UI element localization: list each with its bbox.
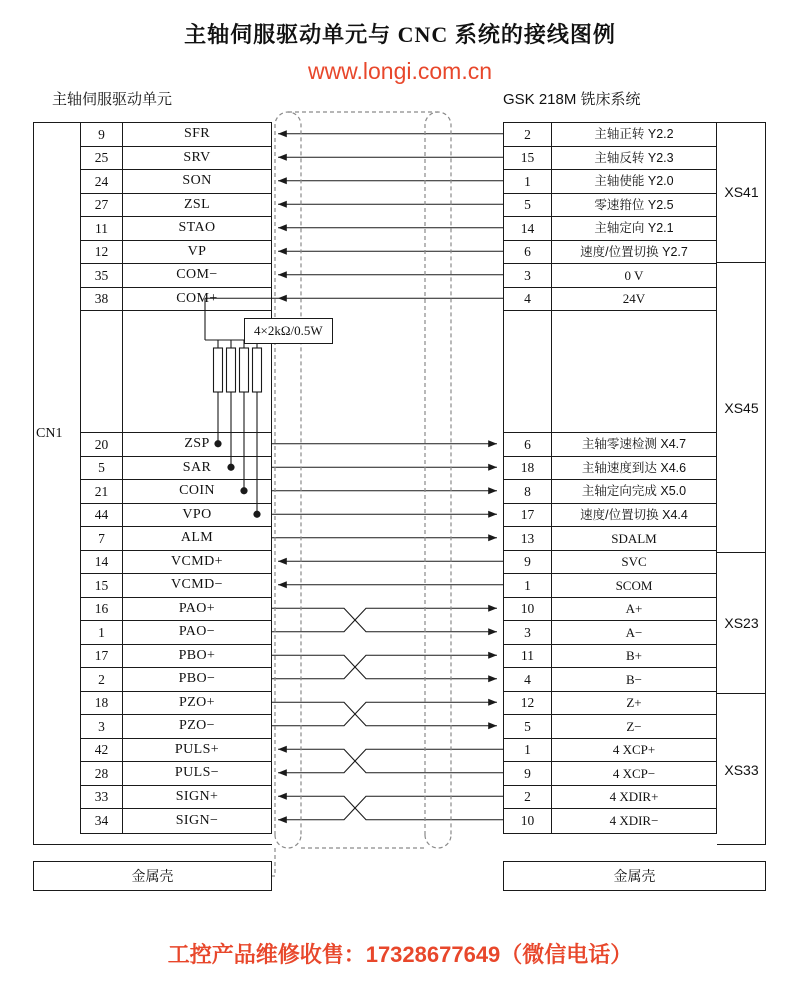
table-row bbox=[504, 809, 716, 833]
signal-name: PBO− bbox=[178, 671, 216, 687]
table-row bbox=[81, 433, 271, 457]
signal-name: 0 V bbox=[624, 267, 644, 283]
signal-name: PULS+ bbox=[174, 741, 220, 757]
signal-name: 主轴反转 Y2.3 bbox=[594, 150, 674, 165]
table-row bbox=[504, 264, 716, 288]
connector-group-xs33: XS33 bbox=[724, 761, 759, 778]
pin-number: 38 bbox=[81, 288, 123, 311]
pin-number: 2 bbox=[81, 668, 123, 691]
table-row bbox=[81, 715, 271, 739]
connector-group-xs45: XS45 bbox=[717, 263, 766, 553]
signal-name: 主轴使能 Y2.0 bbox=[594, 174, 674, 188]
pin-number bbox=[504, 311, 552, 432]
table-row bbox=[504, 288, 716, 312]
left-metal-shell: 金属壳 bbox=[33, 861, 272, 891]
table-spacer-row bbox=[504, 311, 716, 433]
table-row bbox=[81, 504, 271, 528]
table-row bbox=[81, 241, 271, 265]
pin-number: 6 bbox=[504, 433, 552, 456]
pin-number: 20 bbox=[81, 433, 123, 456]
signal-name: PULS− bbox=[174, 765, 220, 781]
table-row bbox=[504, 715, 716, 739]
pin-number: 33 bbox=[81, 786, 123, 809]
signal-name: SFR bbox=[183, 126, 211, 142]
pin-number: 5 bbox=[81, 457, 123, 480]
table-row bbox=[504, 762, 716, 786]
signal-name: COIN bbox=[179, 483, 215, 499]
pin-number: 34 bbox=[81, 809, 123, 833]
pin-number: 14 bbox=[504, 217, 552, 240]
table-row bbox=[504, 574, 716, 598]
pin-number: 10 bbox=[504, 809, 552, 833]
signal-name: ZSP bbox=[184, 436, 210, 452]
table-row bbox=[81, 194, 271, 218]
pin-number: 42 bbox=[81, 739, 123, 762]
resistor-spec-label: 4×2kΩ/0.5W bbox=[244, 318, 333, 344]
right-section-header: GSK 218M 铣床系统 bbox=[503, 91, 641, 108]
left-connector-label: CN1 bbox=[36, 426, 63, 441]
pin-number: 2 bbox=[504, 786, 552, 809]
table-row bbox=[81, 621, 271, 645]
signal-name: SAR bbox=[182, 459, 212, 475]
table-row bbox=[504, 504, 716, 528]
pin-number: 16 bbox=[81, 598, 123, 621]
table-row bbox=[81, 217, 271, 241]
signal-name: 24V bbox=[622, 291, 646, 307]
pin-number: 14 bbox=[81, 551, 123, 574]
table-row bbox=[504, 170, 716, 194]
pin-number: 13 bbox=[504, 527, 552, 550]
signal-name: PBO+ bbox=[178, 647, 216, 663]
page-title: 主轴伺服驱动单元与 CNC 系统的接线图例 bbox=[184, 22, 616, 47]
table-spacer-row bbox=[81, 311, 271, 433]
table-row bbox=[504, 194, 716, 218]
pin-number: 18 bbox=[504, 457, 552, 480]
right-metal-shell: 金属壳 bbox=[503, 861, 766, 891]
signal-name: Z− bbox=[626, 718, 642, 734]
signal-name: VCMD+ bbox=[171, 553, 223, 569]
pin-number: 18 bbox=[81, 692, 123, 715]
signal-name: SON bbox=[182, 173, 212, 189]
table-row bbox=[504, 241, 716, 265]
pin-number: 1 bbox=[504, 170, 552, 193]
signal-name: SDALM bbox=[611, 530, 657, 546]
pin-number: 21 bbox=[81, 480, 123, 503]
pin-number: 3 bbox=[504, 621, 552, 644]
pin-number: 11 bbox=[504, 645, 552, 668]
signal-name: PZO+ bbox=[179, 694, 215, 710]
pin-number: 44 bbox=[81, 504, 123, 527]
table-row bbox=[504, 217, 716, 241]
pin-number: 5 bbox=[504, 194, 552, 217]
table-row bbox=[81, 809, 271, 833]
table-row bbox=[81, 668, 271, 692]
pin-number: 2 bbox=[504, 123, 552, 146]
table-row bbox=[504, 621, 716, 645]
signal-name: SIGN− bbox=[175, 812, 219, 828]
signal-name: PAO+ bbox=[178, 600, 216, 616]
table-row bbox=[81, 551, 271, 575]
pin-number: 6 bbox=[504, 241, 552, 264]
table-row bbox=[504, 147, 716, 171]
table-row bbox=[504, 692, 716, 716]
pin-number: 24 bbox=[81, 170, 123, 193]
table-row bbox=[504, 457, 716, 481]
pin-number: 35 bbox=[81, 264, 123, 287]
signal-name: 零速箝位 Y2.5 bbox=[594, 197, 674, 212]
pin-number: 17 bbox=[504, 504, 552, 527]
signal-name: 4 XDIR− bbox=[609, 813, 659, 829]
signal-name: ZSL bbox=[183, 196, 211, 212]
signal-name: STAO bbox=[178, 220, 216, 236]
pin-number: 11 bbox=[81, 217, 123, 240]
table-row bbox=[81, 170, 271, 194]
signal-name: Z+ bbox=[626, 695, 642, 711]
pin-number: 1 bbox=[504, 574, 552, 597]
pin-number: 15 bbox=[81, 574, 123, 597]
pin-number: 3 bbox=[504, 264, 552, 287]
table-row bbox=[81, 457, 271, 481]
pin-number: 1 bbox=[504, 739, 552, 762]
signal-name: PAO− bbox=[178, 624, 216, 640]
table-row bbox=[81, 692, 271, 716]
signal-name: 主轴零速检测 X4.7 bbox=[581, 437, 687, 451]
table-row bbox=[81, 147, 271, 171]
table-row bbox=[504, 598, 716, 622]
table-row bbox=[81, 598, 271, 622]
table-row bbox=[81, 480, 271, 504]
table-row bbox=[81, 739, 271, 763]
signal-name: PZO− bbox=[179, 718, 215, 734]
pin-number: 5 bbox=[504, 715, 552, 738]
pin-number: 15 bbox=[504, 147, 552, 170]
pin-number: 9 bbox=[504, 762, 552, 785]
pin-number: 4 bbox=[504, 668, 552, 691]
table-row bbox=[81, 574, 271, 598]
table-row bbox=[81, 288, 271, 312]
table-row bbox=[504, 668, 716, 692]
signal-name: 4 XCP− bbox=[612, 765, 656, 781]
signal-name: SRV bbox=[183, 149, 211, 165]
website-url: www.longi.com.cn bbox=[307, 58, 493, 84]
pin-number: 27 bbox=[81, 194, 123, 217]
pin-number: 7 bbox=[81, 527, 123, 550]
signal-name: COM+ bbox=[176, 290, 218, 306]
table-row bbox=[504, 123, 716, 147]
cnc-terminal-table bbox=[503, 122, 717, 834]
pin-number bbox=[81, 311, 123, 432]
table-row bbox=[81, 762, 271, 786]
pin-number: 25 bbox=[81, 147, 123, 170]
pin-number: 9 bbox=[81, 123, 123, 146]
signal-name: SVC bbox=[621, 554, 647, 570]
table-row bbox=[504, 551, 716, 575]
pin-number: 9 bbox=[504, 551, 552, 574]
pin-number: 8 bbox=[504, 480, 552, 503]
pin-number: 1 bbox=[81, 621, 123, 644]
signal-name: VPO bbox=[182, 506, 212, 522]
signal-name: VCMD− bbox=[171, 577, 223, 593]
pin-number: 28 bbox=[81, 762, 123, 785]
table-row bbox=[504, 480, 716, 504]
signal-name: 4 XDIR+ bbox=[609, 789, 659, 805]
signal-name: 主轴定向 Y2.1 bbox=[594, 221, 674, 235]
signal-name: A− bbox=[625, 624, 643, 640]
signal-name: COM− bbox=[176, 267, 218, 283]
pin-number: 4 bbox=[504, 288, 552, 311]
signal-name bbox=[552, 311, 716, 432]
table-row bbox=[81, 123, 271, 147]
pin-number: 12 bbox=[81, 241, 123, 264]
signal-name: 速度/位置切换 X4.4 bbox=[580, 507, 688, 522]
connector-group-xs23: XS23 bbox=[717, 553, 766, 694]
pin-number: 17 bbox=[81, 645, 123, 668]
table-row bbox=[504, 739, 716, 763]
signal-name: SIGN+ bbox=[175, 788, 219, 804]
signal-name: B+ bbox=[625, 648, 642, 664]
signal-name: SCOM bbox=[615, 577, 653, 593]
signal-name: ALM bbox=[180, 530, 214, 546]
signal-name: 主轴定向完成 X5.0 bbox=[581, 484, 687, 498]
signal-name: VP bbox=[187, 243, 207, 259]
pin-number: 12 bbox=[504, 692, 552, 715]
table-row bbox=[81, 645, 271, 669]
signal-name: B− bbox=[625, 671, 642, 687]
pin-number: 10 bbox=[504, 598, 552, 621]
table-row bbox=[504, 786, 716, 810]
signal-name: 主轴速度到达 X4.6 bbox=[581, 460, 687, 475]
signal-name: 4 XCP+ bbox=[612, 742, 656, 758]
table-row bbox=[81, 786, 271, 810]
signal-name: A+ bbox=[625, 601, 643, 617]
pin-number: 3 bbox=[81, 715, 123, 738]
table-row bbox=[81, 527, 271, 551]
left-section-header: 主轴伺服驱动单元 bbox=[52, 92, 173, 108]
footer-contact: 工控产品维修收售：17328677649（微信电话） bbox=[167, 942, 633, 967]
table-row bbox=[504, 433, 716, 457]
table-row bbox=[504, 645, 716, 669]
signal-name: 速度/位置切换 Y2.7 bbox=[580, 244, 688, 259]
connector-group-xs41: XS41 bbox=[717, 122, 766, 263]
table-row bbox=[81, 264, 271, 288]
signal-name: 主轴正转 Y2.2 bbox=[594, 127, 674, 141]
spindle-drive-terminal-table bbox=[80, 122, 272, 834]
table-row bbox=[504, 527, 716, 551]
